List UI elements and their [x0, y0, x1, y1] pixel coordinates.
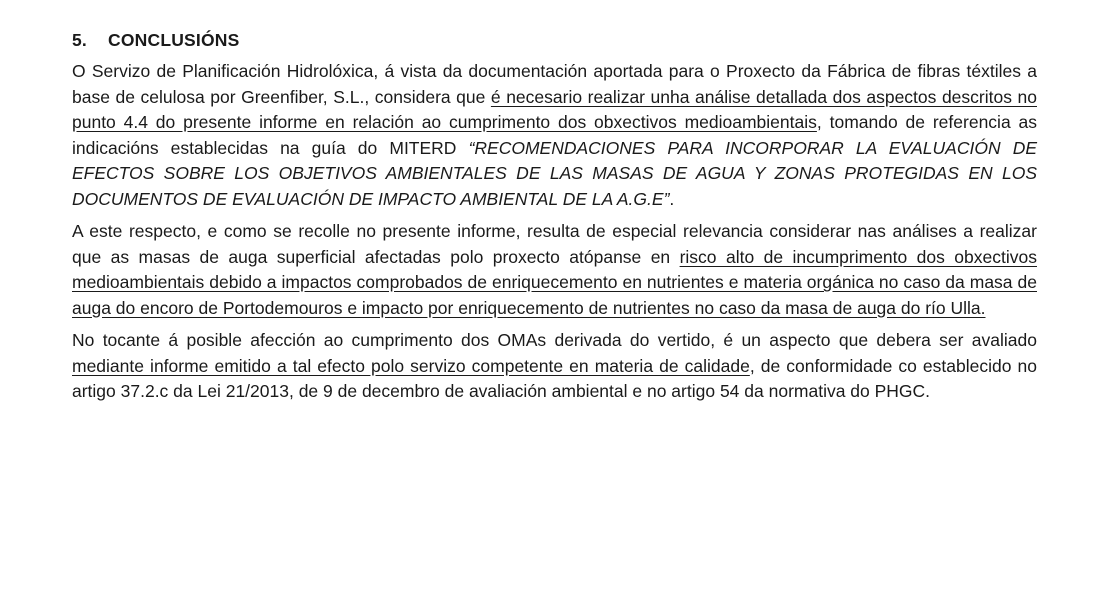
p3-text-2: , de conformidade co establecido no artigo 37.2.c da Lei 21/2013, de 9 de decembro de avaliación ambiental e no artigo 54 da normativa do PHGC. [72, 355, 1037, 401]
p1-text-2: , tomando de referencia as indicacións establecidas na guía do MITERD [72, 112, 1037, 158]
section-title: CONCLUSIÓNS [108, 30, 240, 50]
p1-italic-guide-title: “RECOMENDACIONES PARA INCORPORAR LA EVALUACIÓN DE EFECTOS SOBRE LOS OBJETIVOS AMBIENTALES DE LAS MASAS DE AGUA Y ZONAS PROTEGIDAS EN LOS DOCUMENTOS DE EVALUACIÓN DE IMPACTO AMBIENTAL DE LA A.G.E” [72, 137, 1037, 209]
document-page [72, 30, 1037, 412]
p2-underlined-1: risco alto de incumprimento dos obxectivos medioambientais debido a impactos comprobados de enriquecemento en nutrientes e materia orgánica no caso da masa de auga do encoro de Portodemouros e impacto por enriquecemento de nutrientes no caso da masa de auga do río Ulla. [72, 246, 1037, 318]
section-heading [72, 30, 1037, 51]
p3-underlined-1: mediante informe emitido a tal efecto polo servizo competente en materia de calidade [72, 355, 750, 376]
paragraph-conclusion-2 [72, 219, 1037, 321]
p1-text-3: . [669, 188, 675, 209]
paragraph-conclusion-3 [72, 328, 1037, 405]
paragraph-conclusion-1 [72, 59, 1037, 212]
p1-text-1: O Servizo de Planificación Hidrolóxica, á vista da documentación aportada para o Proxecto da Fábrica de fibras téxtiles a base de celulosa por Greenfiber, S.L., considera que [72, 61, 1037, 107]
section-number: 5. [72, 30, 87, 50]
p3-text-1: No tocante á posible afección ao cumprimento dos OMAs derivada do vertido, é un aspecto que debera ser avaliado [72, 330, 1037, 350]
p1-underlined-1: é necesario realizar unha análise detallada dos aspectos descritos no punto 4.4 do presente informe en relación ao cumprimento dos obxectivos medioambientais [72, 86, 1037, 132]
p2-text-1: A este respecto, e como se recolle no presente informe, resulta de especial relevancia considerar nas análises a realizar que as masas de auga superficial afectadas polo proxecto atópanse en [72, 221, 1037, 267]
